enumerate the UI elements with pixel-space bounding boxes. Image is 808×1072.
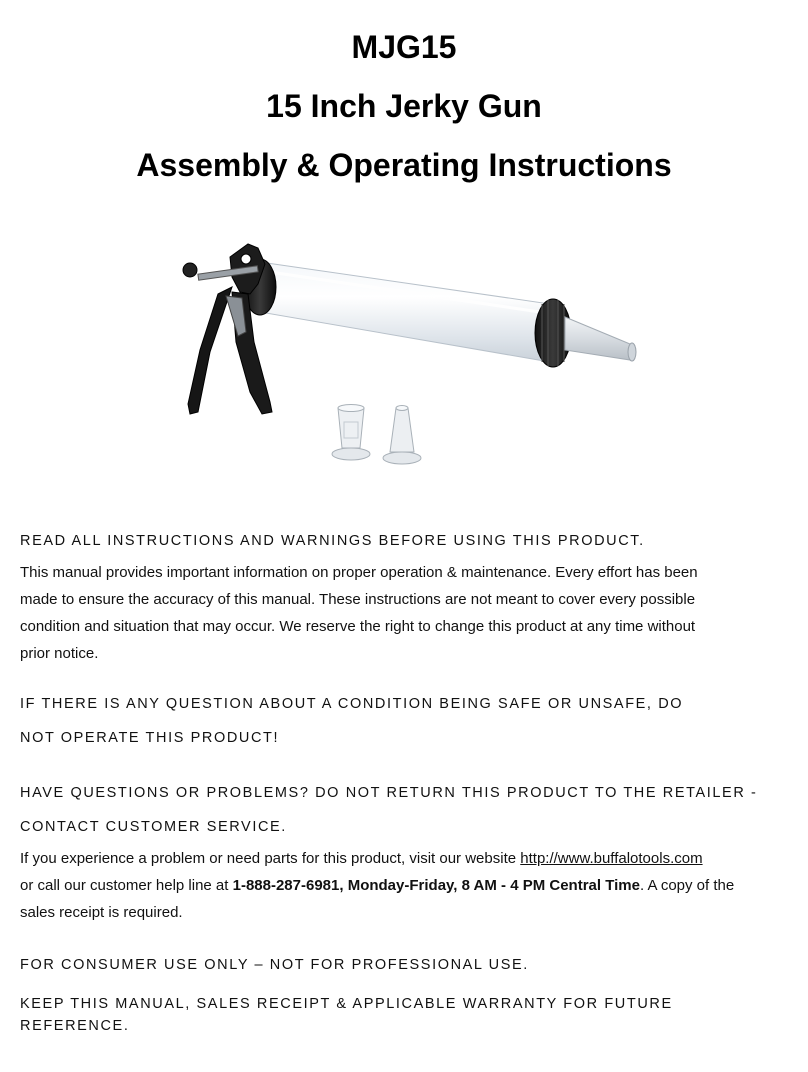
keep-manual-line-1: KEEP THIS MANUAL, SALES RECEIPT & APPLICABLE WARRANTY FOR FUTURE: [20, 996, 673, 1012]
keep-manual-line-2: REFERENCE.: [20, 1018, 130, 1034]
document-title: Assembly & Operating Instructions: [136, 147, 672, 183]
product-photo: [170, 232, 650, 480]
consumer-use-notice: FOR CONSUMER USE ONLY – NOT FOR PROFESSIONAL USE.: [20, 957, 529, 973]
helpline-prefix: or call our customer help line at: [20, 877, 233, 894]
phone-hours: 1-888-287-6981, Monday-Friday, 8 AM - 4 PM Central Time: [232, 877, 640, 894]
safety-warning-line-2: NOT OPERATE THIS PRODUCT!: [20, 730, 280, 746]
support-text-prefix: If you experience a problem or need parts for this product, visit our website: [20, 850, 521, 867]
round-nozzle: [383, 406, 421, 465]
support-text-line-3: sales receipt is required.: [20, 904, 183, 921]
intro-line-3: condition and situation that may occur. We reserve the right to change this product at any time without: [20, 618, 696, 635]
support-heading-line-2: CONTACT CUSTOMER SERVICE.: [20, 819, 287, 835]
product-name: 15 Inch Jerky Gun: [266, 88, 542, 124]
trigger-handle: [183, 244, 272, 414]
jerky-gun-illustration: [170, 232, 650, 480]
flat-nozzle: [332, 405, 370, 461]
intro-line-4: prior notice.: [20, 645, 99, 662]
intro-line-2: made to ensure the accuracy of this manual. These instructions are not meant to cover every possible: [20, 591, 696, 608]
helpline-suffix: . A copy of the: [639, 877, 735, 894]
model-number: MJG15: [351, 29, 457, 65]
attached-nozzle: [565, 317, 636, 361]
website-link[interactable]: http://www.buffalotools.com: [520, 850, 703, 867]
support-heading-line-1: HAVE QUESTIONS OR PROBLEMS? DO NOT RETURN THIS PRODUCT TO THE RETAILER -: [20, 785, 758, 801]
clear-tube: [260, 262, 550, 362]
read-instructions-warning: READ ALL INSTRUCTIONS AND WARNINGS BEFORE USING THIS PRODUCT.: [20, 533, 645, 549]
support-text-line-1: [20, 845, 790, 872]
safety-warning-line-1: IF THERE IS ANY QUESTION ABOUT A CONDITION BEING SAFE OR UNSAFE, DO: [20, 696, 684, 712]
support-text-line-2: [20, 872, 790, 899]
intro-line-1: This manual provides important information on proper operation & maintenance. Every effort has been: [20, 564, 698, 581]
